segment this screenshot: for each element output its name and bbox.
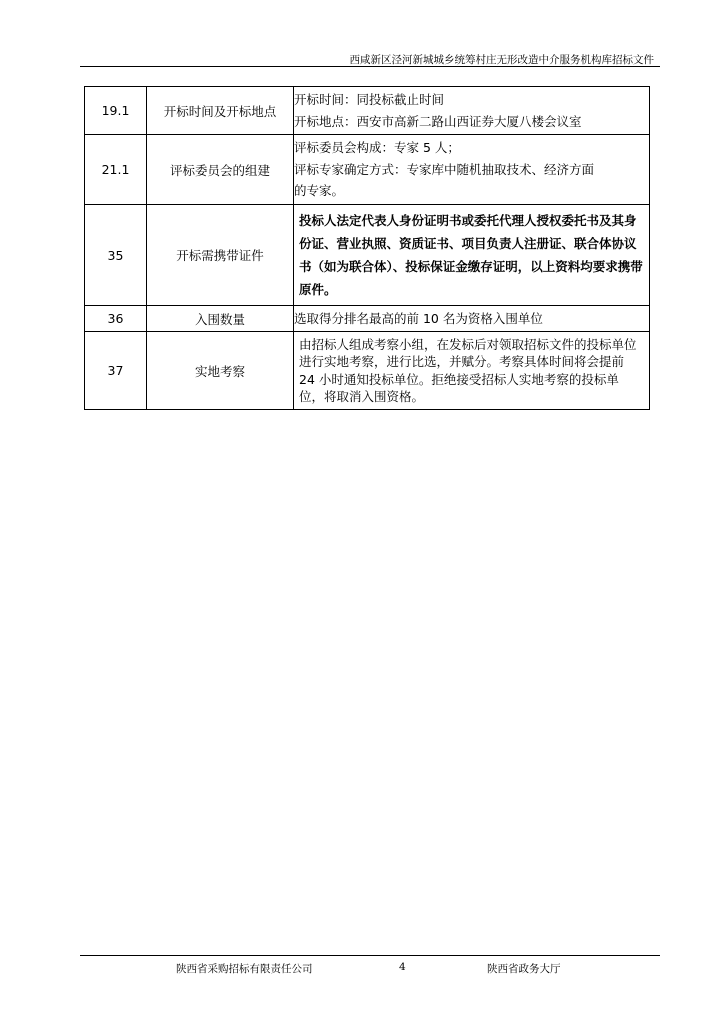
clause-content — [294, 87, 650, 135]
content-line: 开标地点：西安市高新二路山西证券大厦八楼会议室 — [294, 113, 582, 129]
clause-item: 实地考察 — [147, 332, 294, 410]
content-text: 选取得分排名最高的前 10 名为资格入围单位 — [294, 310, 543, 326]
clause-item: 入围数量 — [147, 306, 294, 332]
table-row — [85, 306, 650, 332]
clause-content — [294, 205, 650, 306]
table-row — [85, 135, 650, 205]
footer-divider — [80, 955, 660, 956]
footer-company: 陕西省采购招标有限责任公司 — [176, 963, 313, 975]
table-row — [85, 205, 650, 306]
content-text: 由招标人组成考察小组，在发标后对领取招标文件的投标单位进行实地考察，进行比选，并赋分。考察具体时间将会提前 24 小时通知投标单位。拒绝接受招标人实地考察的投标单位，将取消入围资格。 — [299, 336, 637, 404]
table-row — [85, 87, 650, 135]
clause-table — [84, 86, 650, 410]
header-divider — [80, 66, 660, 67]
clause-content — [294, 332, 650, 410]
clause-number: 35 — [85, 205, 147, 306]
clause-number: 21.1 — [85, 135, 147, 205]
clause-item: 开标需携带证件 — [147, 205, 294, 306]
page-number: 4 — [399, 961, 406, 973]
content-line: 开标时间：同投标截止时间 — [294, 92, 445, 107]
clause-content — [294, 306, 650, 332]
content-line: 评标专家确定方式：专家库中随机抽取技术、经济方面 — [294, 161, 595, 177]
document-title: 西咸新区泾河新城城乡统筹村庄无形改造中介服务机构库招标文件 — [349, 54, 654, 66]
content-line: 的专家。 — [294, 183, 345, 199]
table-row — [85, 332, 650, 410]
clause-number: 19.1 — [85, 87, 147, 135]
clause-number: 36 — [85, 306, 147, 332]
content-text: 投标人法定代表人身份证明书或委托代理人授权委托书及其身份证、营业执照、资质证书、项目负责人注册证、联合体协议书（如为联合体）、投标保证金缴存证明，以上资料均要求携带原件。 — [299, 213, 643, 297]
clause-item: 评标委员会的组建 — [147, 135, 294, 205]
clause-item: 开标时间及开标地点 — [147, 87, 294, 135]
clause-number: 37 — [85, 332, 147, 410]
content-line: 评标委员会构成：专家 5 人； — [294, 140, 460, 156]
footer-hall: 陕西省政务大厅 — [487, 963, 561, 975]
clause-content — [294, 135, 650, 205]
